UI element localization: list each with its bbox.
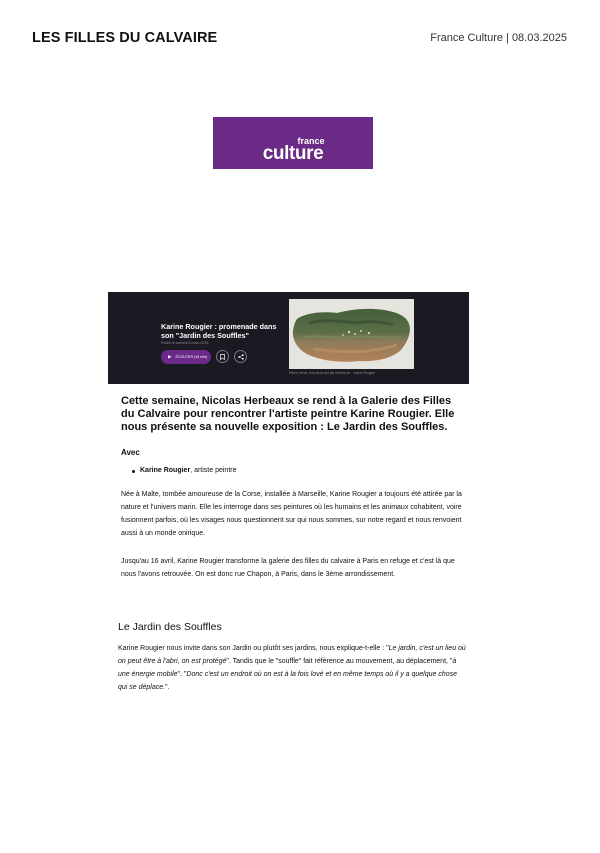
- share-button[interactable]: [234, 350, 247, 363]
- paragraph-1: Née à Malte, tombée amoureuse de la Corse, installée à Marseille, Karine Rougier a toujours été attirée par la nature et l'univers marin. Elle les interroge dans ses peintures où les humains et les animaux cohabitent, voire fusionnent parfois, où les visages nous questionnent sur qui nous sommes, sur notre regard et nous renvoient aussi à un monde onirique.: [121, 491, 462, 537]
- p3-quote-3: Donc c'est un endroit où on est à la fois lové et en même temps où il y a quelque chose qui se déplace.: [118, 671, 458, 691]
- listen-label: ÉCOUTER (16 min): [175, 355, 208, 359]
- p3-text-c: ". Tandis que le "souffle" fait référence au mouvement, au déplacement, ": [226, 658, 453, 665]
- bookmark-button[interactable]: [216, 350, 229, 363]
- avec-heading: Avec: [121, 448, 140, 457]
- episode-date: Publié le samedi 8 mars 2025: [161, 341, 209, 345]
- guest-role: , artiste peintre: [190, 467, 237, 474]
- bookmark-icon: [220, 354, 225, 360]
- guest-item: [132, 467, 237, 474]
- play-icon: ▶: [168, 354, 172, 359]
- p3-quote-2: à une énergie mobile: [118, 658, 457, 678]
- p3-quote-1: Le jardin, c'est un lieu où on peut être à l'abri, on est protégé: [118, 645, 466, 665]
- section-title: Le Jardin des Souffles: [118, 621, 222, 633]
- logo-line2: culture: [262, 143, 324, 164]
- share-icon: [238, 354, 244, 360]
- artwork-image: [289, 299, 414, 369]
- bullet: [132, 470, 135, 473]
- listen-button[interactable]: [161, 350, 211, 364]
- episode-title: Karine Rougier : promenade dans son "Jardin des Souffles": [161, 322, 277, 341]
- gallery-title: LES FILLES DU CALVAIRE: [32, 30, 218, 46]
- logo-line1: france: [297, 136, 325, 146]
- image-caption: Pierre, rêves, et toute la nuit par l'ombre de... Karine Rougier: [289, 371, 375, 375]
- paragraph-2: Jusqu'au 16 avril, Karine Rougier transforme la galerie des filles du calvaire à Paris en refuge et c'est là que nous l'avons retrouvée. On est donc rue Chapon, à Paris, dans le 3ème arrondissement.: [121, 558, 455, 578]
- p3-text-a: Karine Rougier nous invite dans son Jardin ou plutôt ses jardins, nous explique-t-elle : ": [118, 645, 389, 652]
- podcast-header: [108, 292, 469, 384]
- guest-name[interactable]: Karine Rougier: [140, 467, 191, 474]
- france-culture-logo: [213, 117, 373, 169]
- article-lead: Cette semaine, Nicolas Herbeaux se rend à la Galerie des Filles du Calvaire pour rencontrer l'artiste peintre Karine Rougier. Elle nous présente sa nouvelle exposition : Le Jardin des Souffles.: [121, 395, 455, 433]
- p3-text-g: ".: [165, 684, 170, 691]
- paragraph-3: [118, 642, 466, 694]
- source-and-date: France Culture | 08.03.2025: [430, 32, 567, 44]
- artwork-painting: [289, 299, 414, 369]
- p3-text-e: ". ": [177, 671, 187, 678]
